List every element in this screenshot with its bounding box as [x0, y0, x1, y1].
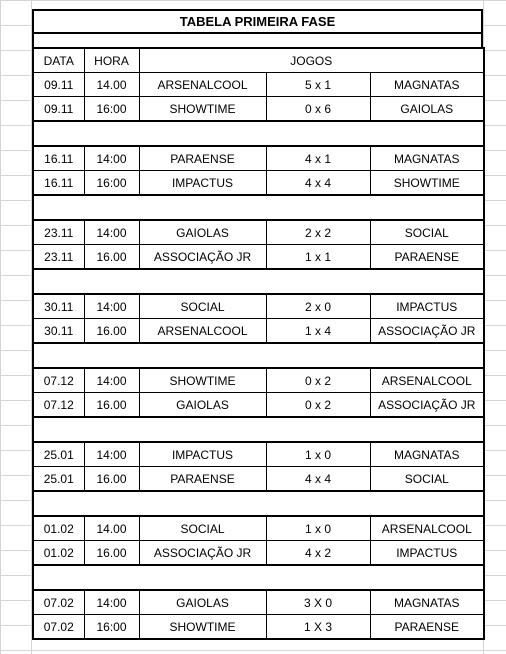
match-date-cell[interactable]: 07.02: [33, 590, 84, 615]
match-row: [33, 541, 484, 566]
score-cell[interactable]: 0 x 2: [266, 393, 370, 418]
home-team-cell[interactable]: ASSOCIAÇÃO JR: [139, 245, 266, 270]
match-date-cell[interactable]: 09.11: [33, 97, 84, 122]
match-date-cell[interactable]: 25.01: [33, 467, 84, 492]
match-date-cell[interactable]: 30.11: [33, 319, 84, 344]
match-time-cell[interactable]: 14.00: [84, 73, 139, 97]
match-date-cell[interactable]: 09.11: [33, 73, 84, 97]
match-date-cell[interactable]: 01.02: [33, 516, 84, 541]
round-separator-row: [33, 269, 484, 294]
home-team-cell[interactable]: ARSENALCOOL: [139, 319, 266, 344]
match-time-cell[interactable]: 14:00: [84, 220, 139, 245]
home-team-cell[interactable]: GAIOLAS: [139, 220, 266, 245]
match-date-cell[interactable]: 16.11: [33, 171, 84, 196]
home-team-cell[interactable]: SOCIAL: [139, 516, 266, 541]
home-team-cell[interactable]: IMPACTUS: [139, 171, 266, 196]
match-row: [33, 220, 484, 245]
score-cell[interactable]: 2 x 0: [266, 294, 370, 319]
match-date-cell[interactable]: 25.01: [33, 442, 84, 467]
match-time-cell[interactable]: 16.00: [84, 541, 139, 566]
away-team-cell[interactable]: PARAENSE: [370, 615, 484, 640]
away-team-cell[interactable]: SOCIAL: [370, 467, 484, 492]
title-spacer-row[interactable]: [32, 32, 483, 47]
score-cell[interactable]: 1 x 0: [266, 442, 370, 467]
match-row: [33, 615, 484, 640]
match-date-cell[interactable]: 16.11: [33, 146, 84, 171]
home-team-cell[interactable]: GAIOLAS: [139, 590, 266, 615]
home-team-cell[interactable]: SHOWTIME: [139, 97, 266, 122]
empty-separator-cell[interactable]: [33, 121, 484, 146]
fixture-table: [32, 47, 485, 640]
match-row: [33, 442, 484, 467]
empty-separator-cell[interactable]: [33, 565, 484, 590]
match-row: [33, 319, 484, 344]
home-team-cell[interactable]: GAIOLAS: [139, 393, 266, 418]
away-team-cell[interactable]: SOCIAL: [370, 220, 484, 245]
score-cell[interactable]: 1 x 0: [266, 516, 370, 541]
match-time-cell[interactable]: 16:00: [84, 615, 139, 640]
match-time-cell[interactable]: 14:00: [84, 294, 139, 319]
match-date-cell[interactable]: 23.11: [33, 220, 84, 245]
match-row: [33, 73, 484, 97]
away-team-cell[interactable]: PARAENSE: [370, 245, 484, 270]
score-cell[interactable]: 0 x 6: [266, 97, 370, 122]
match-row: [33, 146, 484, 171]
home-team-cell[interactable]: SHOWTIME: [139, 368, 266, 393]
match-time-cell[interactable]: 16.00: [84, 319, 139, 344]
round-separator-row: [33, 491, 484, 516]
score-cell[interactable]: 1 x 4: [266, 319, 370, 344]
match-row: [33, 590, 484, 615]
away-team-cell[interactable]: ARSENALCOOL: [370, 516, 484, 541]
empty-separator-cell[interactable]: [33, 491, 484, 516]
match-time-cell[interactable]: 14.00: [84, 516, 139, 541]
empty-separator-cell[interactable]: [33, 195, 484, 220]
round-separator-row: [33, 565, 484, 590]
home-team-cell[interactable]: ASSOCIAÇÃO JR: [139, 541, 266, 566]
home-team-cell[interactable]: ARSENALCOOL: [139, 73, 266, 97]
empty-separator-cell[interactable]: [33, 269, 484, 294]
empty-separator-cell[interactable]: [33, 343, 484, 368]
round-separator-row: [33, 195, 484, 220]
away-team-cell[interactable]: ASSOCIAÇÃO JR: [370, 319, 484, 344]
away-team-cell[interactable]: MAGNATAS: [370, 146, 484, 171]
match-time-cell[interactable]: 14:00: [84, 368, 139, 393]
match-time-cell[interactable]: 16:00: [84, 171, 139, 196]
match-date-cell[interactable]: 23.11: [33, 245, 84, 270]
empty-separator-cell[interactable]: [33, 417, 484, 442]
score-cell[interactable]: 2 x 2: [266, 220, 370, 245]
away-team-cell[interactable]: IMPACTUS: [370, 294, 484, 319]
match-time-cell[interactable]: 14:00: [84, 590, 139, 615]
score-cell[interactable]: 4 x 4: [266, 171, 370, 196]
header-time-cell[interactable]: HORA: [84, 48, 139, 73]
score-cell[interactable]: 1 X 3: [266, 615, 370, 640]
match-date-cell[interactable]: 01.02: [33, 541, 84, 566]
header-games-cell[interactable]: JOGOS: [139, 48, 484, 73]
away-team-cell[interactable]: IMPACTUS: [370, 541, 484, 566]
away-team-cell[interactable]: MAGNATAS: [370, 442, 484, 467]
match-time-cell[interactable]: 16.00: [84, 245, 139, 270]
match-time-cell[interactable]: 14:00: [84, 146, 139, 171]
match-time-cell[interactable]: 16:00: [84, 97, 139, 122]
away-team-cell[interactable]: ARSENALCOOL: [370, 368, 484, 393]
round-separator-row: [33, 343, 484, 368]
score-cell[interactable]: 1 x 1: [266, 245, 370, 270]
home-team-cell[interactable]: PARAENSE: [139, 467, 266, 492]
header-row: [33, 48, 484, 73]
match-row: [33, 393, 484, 418]
away-team-cell[interactable]: ASSOCIAÇÃO JR: [370, 393, 484, 418]
match-row: [33, 467, 484, 492]
away-team-cell[interactable]: MAGNATAS: [370, 590, 484, 615]
score-cell[interactable]: 3 X 0: [266, 590, 370, 615]
match-row: [33, 171, 484, 196]
home-team-cell[interactable]: SHOWTIME: [139, 615, 266, 640]
home-team-cell[interactable]: IMPACTUS: [139, 442, 266, 467]
match-row: [33, 294, 484, 319]
score-cell[interactable]: 4 x 4: [266, 467, 370, 492]
fixture-sheet: [32, 9, 483, 640]
away-team-cell[interactable]: MAGNATAS: [370, 73, 484, 97]
match-time-cell[interactable]: 14:00: [84, 442, 139, 467]
header-date-cell[interactable]: DATA: [33, 48, 84, 73]
home-team-cell[interactable]: SOCIAL: [139, 294, 266, 319]
match-row: [33, 368, 484, 393]
match-row: [33, 97, 484, 122]
score-cell[interactable]: 5 x 1: [266, 73, 370, 97]
round-separator-row: [33, 417, 484, 442]
away-team-cell[interactable]: SHOWTIME: [370, 171, 484, 196]
match-row: [33, 516, 484, 541]
match-time-cell[interactable]: 16.00: [84, 393, 139, 418]
match-date-cell[interactable]: 07.12: [33, 393, 84, 418]
sheet-title[interactable]: TABELA PRIMEIRA FASE: [32, 9, 483, 32]
match-date-cell[interactable]: 07.02: [33, 615, 84, 640]
away-team-cell[interactable]: GAIOLAS: [370, 97, 484, 122]
home-team-cell[interactable]: PARAENSE: [139, 146, 266, 171]
match-date-cell[interactable]: 30.11: [33, 294, 84, 319]
score-cell[interactable]: 0 x 2: [266, 368, 370, 393]
round-separator-row: [33, 121, 484, 146]
match-row: [33, 245, 484, 270]
score-cell[interactable]: 4 x 2: [266, 541, 370, 566]
match-date-cell[interactable]: 07.12: [33, 368, 84, 393]
score-cell[interactable]: 4 x 1: [266, 146, 370, 171]
match-time-cell[interactable]: 16.00: [84, 467, 139, 492]
